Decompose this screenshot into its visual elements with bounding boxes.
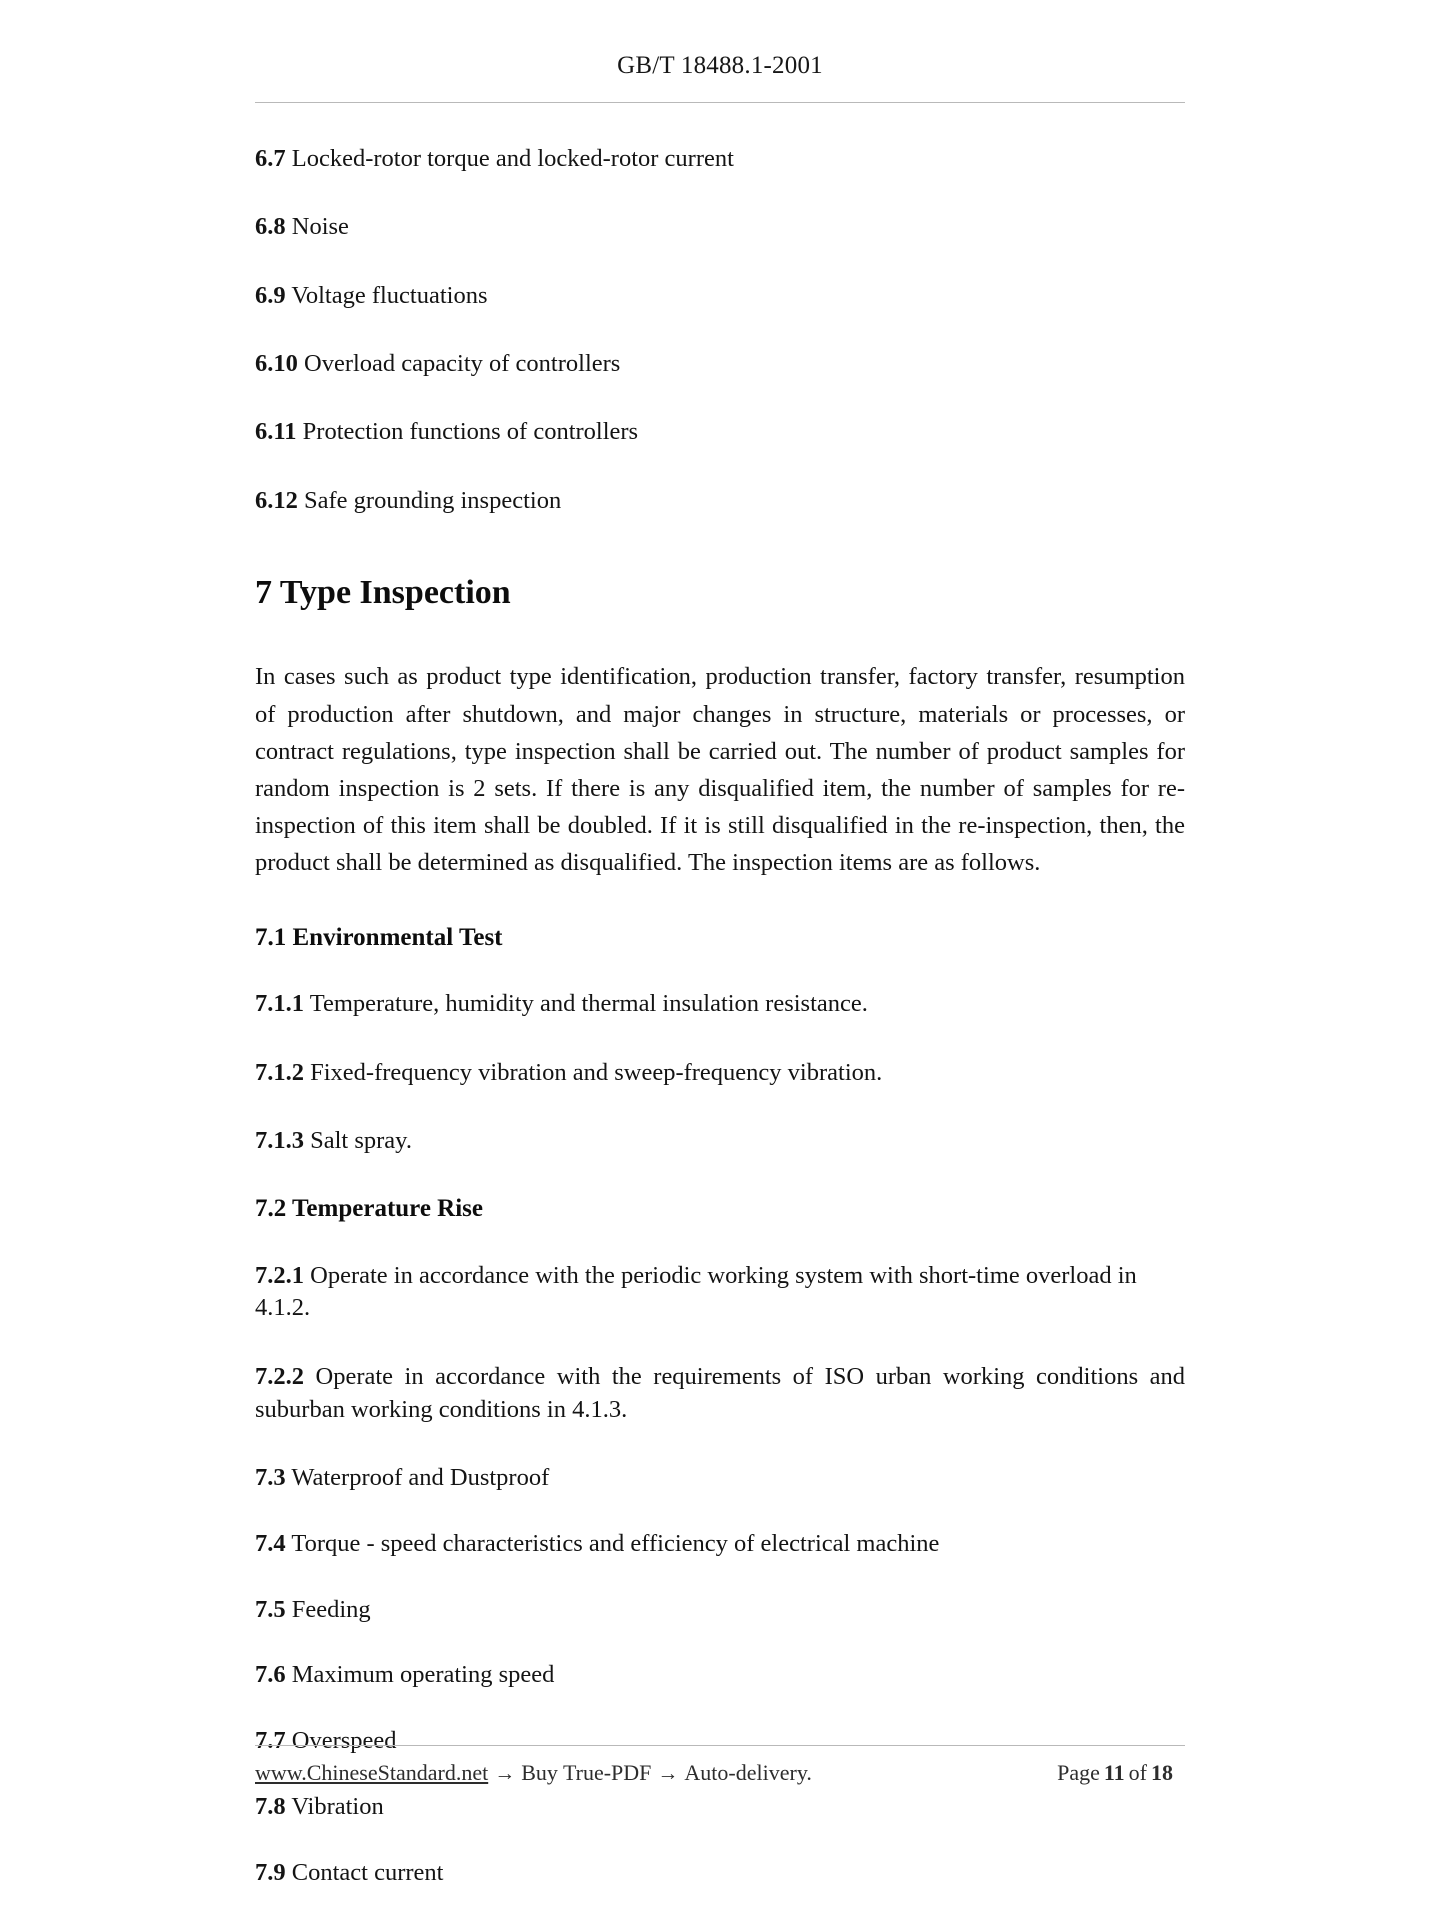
arrow-right-icon: → — [494, 1761, 516, 1785]
footer-delivery-label: Auto-delivery. — [684, 1760, 812, 1785]
clause-6-7 — [255, 143, 1185, 176]
clause-text: Salt spray. — [310, 1126, 412, 1154]
clause-number: 7.1.3 — [255, 1126, 304, 1154]
clause-number: 7.1.2 — [255, 1058, 304, 1086]
clause-text: Locked-rotor torque and locked-rotor current — [291, 145, 734, 172]
clause-number: 7.8 — [255, 1793, 286, 1821]
clause-7-1-3 — [255, 1125, 1185, 1158]
subsection-7-2-heading: 7.2 Temperature Rise — [255, 1195, 483, 1223]
arrow-right-icon: → — [657, 1761, 679, 1785]
clause-number: 6.10 — [255, 349, 298, 377]
clause-number: 7.7 — [255, 1727, 286, 1755]
total-page-count: 18 — [1151, 1760, 1173, 1785]
clause-text: Fixed-frequency vibration and sweep-frequency vibration. — [310, 1058, 883, 1086]
clause-text: Safe grounding inspection — [304, 486, 562, 514]
clause-text: Feeding — [291, 1595, 371, 1623]
page-label: Page — [1057, 1760, 1100, 1785]
clause-text: Contact current — [291, 1858, 444, 1886]
current-page-number: 11 — [1103, 1760, 1125, 1785]
clause-text: Torque - speed characteristics and efficiency of electrical machine — [291, 1529, 940, 1557]
clause-number: 7.9 — [255, 1858, 286, 1886]
footer-website-link[interactable]: www.ChineseStandard.net — [255, 1760, 489, 1785]
footer-offer-label: Buy True-PDF — [521, 1760, 652, 1785]
clause-number: 7.2.1 — [255, 1261, 304, 1289]
footer-divider — [255, 1745, 1185, 1746]
clause-text: Overspeed — [291, 1727, 397, 1755]
clause-7-4 — [255, 1528, 1185, 1561]
clause-number: 7.1.1 — [255, 990, 304, 1018]
clause-number: 6.7 — [255, 145, 286, 172]
subsection-7-1-heading: 7.1 Environmental Test — [255, 923, 503, 951]
clause-number: 6.12 — [255, 486, 298, 514]
clause-text: Overload capacity of controllers — [304, 349, 621, 377]
clause-6-12 — [255, 485, 1185, 518]
clause-7-1-2 — [255, 1057, 1185, 1090]
footer-promo — [255, 1760, 812, 1786]
clause-7-1-1 — [255, 988, 1185, 1021]
clause-number: 6.11 — [255, 418, 297, 446]
clause-7-8 — [255, 1791, 1185, 1824]
clause-number: 7.5 — [255, 1595, 286, 1623]
page-indicator — [1057, 1760, 1185, 1786]
clause-7-6 — [255, 1659, 1185, 1692]
clause-number: 7.2.2 — [255, 1362, 304, 1390]
clause-number: 7.4 — [255, 1529, 286, 1557]
clause-text: Vibration — [291, 1793, 384, 1821]
clause-number: 7.6 — [255, 1661, 286, 1689]
clause-text: Noise — [291, 213, 349, 241]
clause-text: Maximum operating speed — [291, 1661, 555, 1689]
clause-text: Protection functions of controllers — [302, 418, 639, 446]
document-body — [255, 143, 1185, 1890]
clause-6-11 — [255, 416, 1185, 449]
clause-6-9 — [255, 280, 1185, 313]
section-7-heading: 7 Type Inspection — [255, 574, 511, 612]
clause-text: Operate in accordance with the requirements of ISO urban working conditions and suburban working conditions in 4.1.3. — [255, 1362, 1185, 1423]
clause-number: 6.9 — [255, 281, 286, 309]
clause-7-2-2 — [255, 1361, 1185, 1427]
page-content-column — [255, 0, 1185, 1923]
clause-text: Waterproof and Dustproof — [291, 1463, 550, 1491]
header-divider — [255, 102, 1185, 103]
standard-code: GB/T 18488.1-2001 — [617, 52, 823, 79]
clause-7-3 — [255, 1462, 1185, 1495]
page-header — [255, 0, 1185, 103]
section-7-intro-paragraph: In cases such as product type identification, production transfer, factory transfer, resumption of production after shutdown, and major changes in structure, materials or processes, or contract regulations, type inspection shall be carried out. The number of product samples for random inspection is 2 sets. If there is any disqualified item, the number of samples for re-inspection of this item shall be doubled. If it is still disqualified in the re-inspection, then, the product shall be determined as disqualified. The inspection items are as follows. — [255, 663, 1185, 877]
clause-text: Temperature, humidity and thermal insulation resistance. — [309, 990, 868, 1018]
clause-7-9 — [255, 1857, 1185, 1890]
footer-row — [255, 1760, 1185, 1786]
clause-6-8 — [255, 211, 1185, 244]
clause-7-5 — [255, 1594, 1185, 1627]
page-footer — [255, 1745, 1185, 1786]
clause-7-2-1 — [255, 1260, 1185, 1326]
clause-text: Operate in accordance with the periodic working system with short-time overload in 4.1.2. — [255, 1261, 1137, 1322]
clause-number: 6.8 — [255, 213, 286, 241]
clause-number: 7.3 — [255, 1463, 286, 1491]
of-label: of — [1128, 1760, 1147, 1785]
clause-text: Voltage fluctuations — [291, 281, 488, 309]
clause-6-10 — [255, 348, 1185, 381]
